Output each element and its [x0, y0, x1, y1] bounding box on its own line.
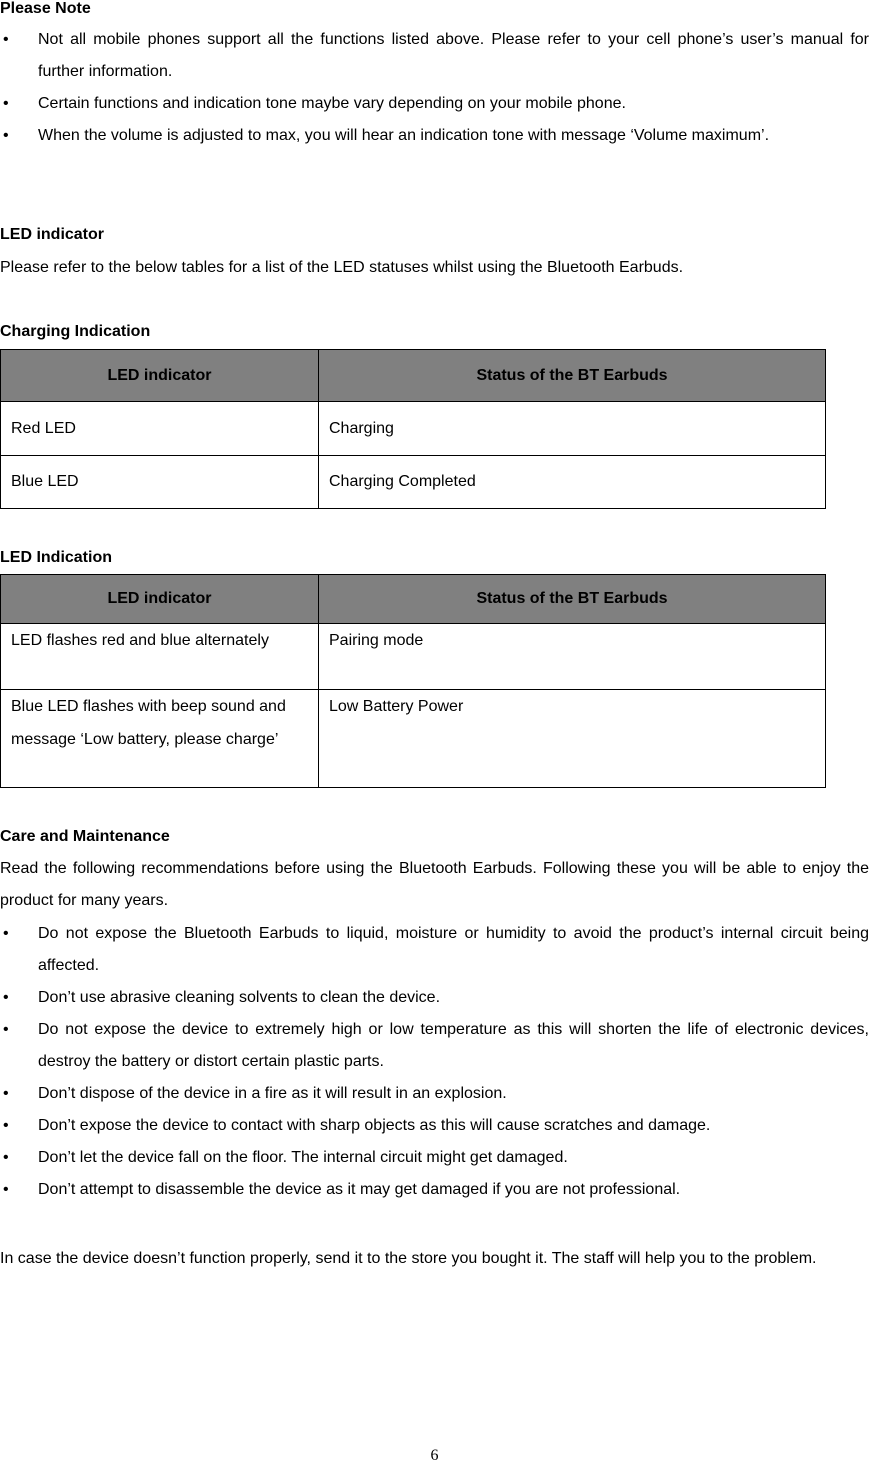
- care-list: [0, 918, 869, 1206]
- please-note-heading: Please Note: [0, 0, 91, 17]
- column-header: Status of the BT Earbuds: [319, 575, 826, 624]
- list-item: • Don’t use abrasive cleaning solvents to clean the device.: [0, 982, 869, 1014]
- table-row: [1, 402, 826, 456]
- bullet-icon: •: [3, 1181, 9, 1198]
- page-number: 6: [430, 1447, 439, 1464]
- please-note-list: [0, 24, 869, 152]
- list-item: • Do not expose the Bluetooth Earbuds to liquid, moisture or humidity to avoid the product’s internal circuit being affected.: [0, 918, 869, 982]
- list-item: • Certain functions and indication tone maybe vary depending on your mobile phone.: [0, 88, 869, 120]
- table-cell: Red LED: [1, 402, 319, 456]
- bullet-icon: •: [3, 95, 9, 112]
- led-indication-section: [0, 549, 869, 567]
- bullet-icon: •: [3, 1149, 9, 1166]
- list-item: • Do not expose the device to extremely high or low temperature as this will shorten the life of electronic devices, destroy the battery or distort certain plastic parts.: [0, 1014, 869, 1078]
- bullet-icon: •: [3, 1085, 9, 1102]
- led-indication-heading: LED Indication: [0, 549, 112, 566]
- care-intro-block: [0, 853, 869, 917]
- table-row: [1, 456, 826, 509]
- list-item: • Not all mobile phones support all the functions listed above. Please refer to your cell phone’s user’s manual for further information.: [0, 24, 869, 88]
- table-cell: LED flashes red and blue alternately: [1, 624, 319, 690]
- table-cell: Charging: [319, 402, 826, 456]
- list-item: • Don’t dispose of the device in a fire as it will result in an explosion.: [0, 1078, 869, 1110]
- charging-indication-table: [0, 349, 826, 509]
- care-closing-block: [0, 1243, 869, 1275]
- led-indicator-text: Please refer to the below tables for a list of the LED statuses whilst using the Bluetooth Earbuds.: [0, 259, 684, 276]
- table-cell: Charging Completed: [319, 456, 826, 509]
- bullet-icon: •: [3, 1117, 9, 1134]
- please-note-list-block: [0, 24, 869, 152]
- table-cell: Blue LED: [1, 456, 319, 509]
- table-cell: Blue LED flashes with beep sound and message ‘Low battery, please charge’: [1, 690, 319, 788]
- table-row: [1, 624, 826, 690]
- bullet-icon: •: [3, 127, 9, 144]
- led-indicator-section: [0, 226, 869, 244]
- led-indication-table: [0, 574, 826, 788]
- bullet-icon: •: [3, 31, 9, 48]
- table-row: [1, 690, 826, 788]
- charging-indication-section: [0, 323, 869, 341]
- please-note-section: [0, 0, 869, 18]
- table-header-row: [1, 350, 826, 402]
- care-intro-text: Read the following recommendations before using the Bluetooth Earbuds. Following these you will be able to enjoy the product for many years.: [0, 860, 869, 909]
- led-indicator-heading: LED indicator: [0, 226, 105, 243]
- led-indicator-text-block: [0, 252, 869, 284]
- table-header-row: [1, 575, 826, 624]
- charging-indication-heading: Charging Indication: [0, 323, 151, 340]
- list-item: • Don’t attempt to disassemble the device as it may get damaged if you are not professional.: [0, 1174, 869, 1206]
- bullet-icon: •: [3, 989, 9, 1006]
- care-list-block: [0, 918, 869, 1206]
- table-cell: Pairing mode: [319, 624, 826, 690]
- care-closing-text: In case the device doesn’t function properly, send it to the store you bought it. The staff will help you to the problem.: [0, 1250, 817, 1267]
- list-item: • Don’t expose the device to contact with sharp objects as this will cause scratches and damage.: [0, 1110, 869, 1142]
- column-header: Status of the BT Earbuds: [319, 350, 826, 402]
- care-heading: Care and Maintenance: [0, 828, 170, 845]
- bullet-icon: •: [3, 925, 9, 942]
- column-header: LED indicator: [1, 575, 319, 624]
- list-item: • When the volume is adjusted to max, you will hear an indication tone with message ‘Volume maximum’.: [0, 120, 869, 152]
- column-header: LED indicator: [1, 350, 319, 402]
- list-item: • Don’t let the device fall on the floor. The internal circuit might get damaged.: [0, 1142, 869, 1174]
- care-section: [0, 828, 869, 846]
- table-cell: Low Battery Power: [319, 690, 826, 788]
- bullet-icon: •: [3, 1021, 9, 1038]
